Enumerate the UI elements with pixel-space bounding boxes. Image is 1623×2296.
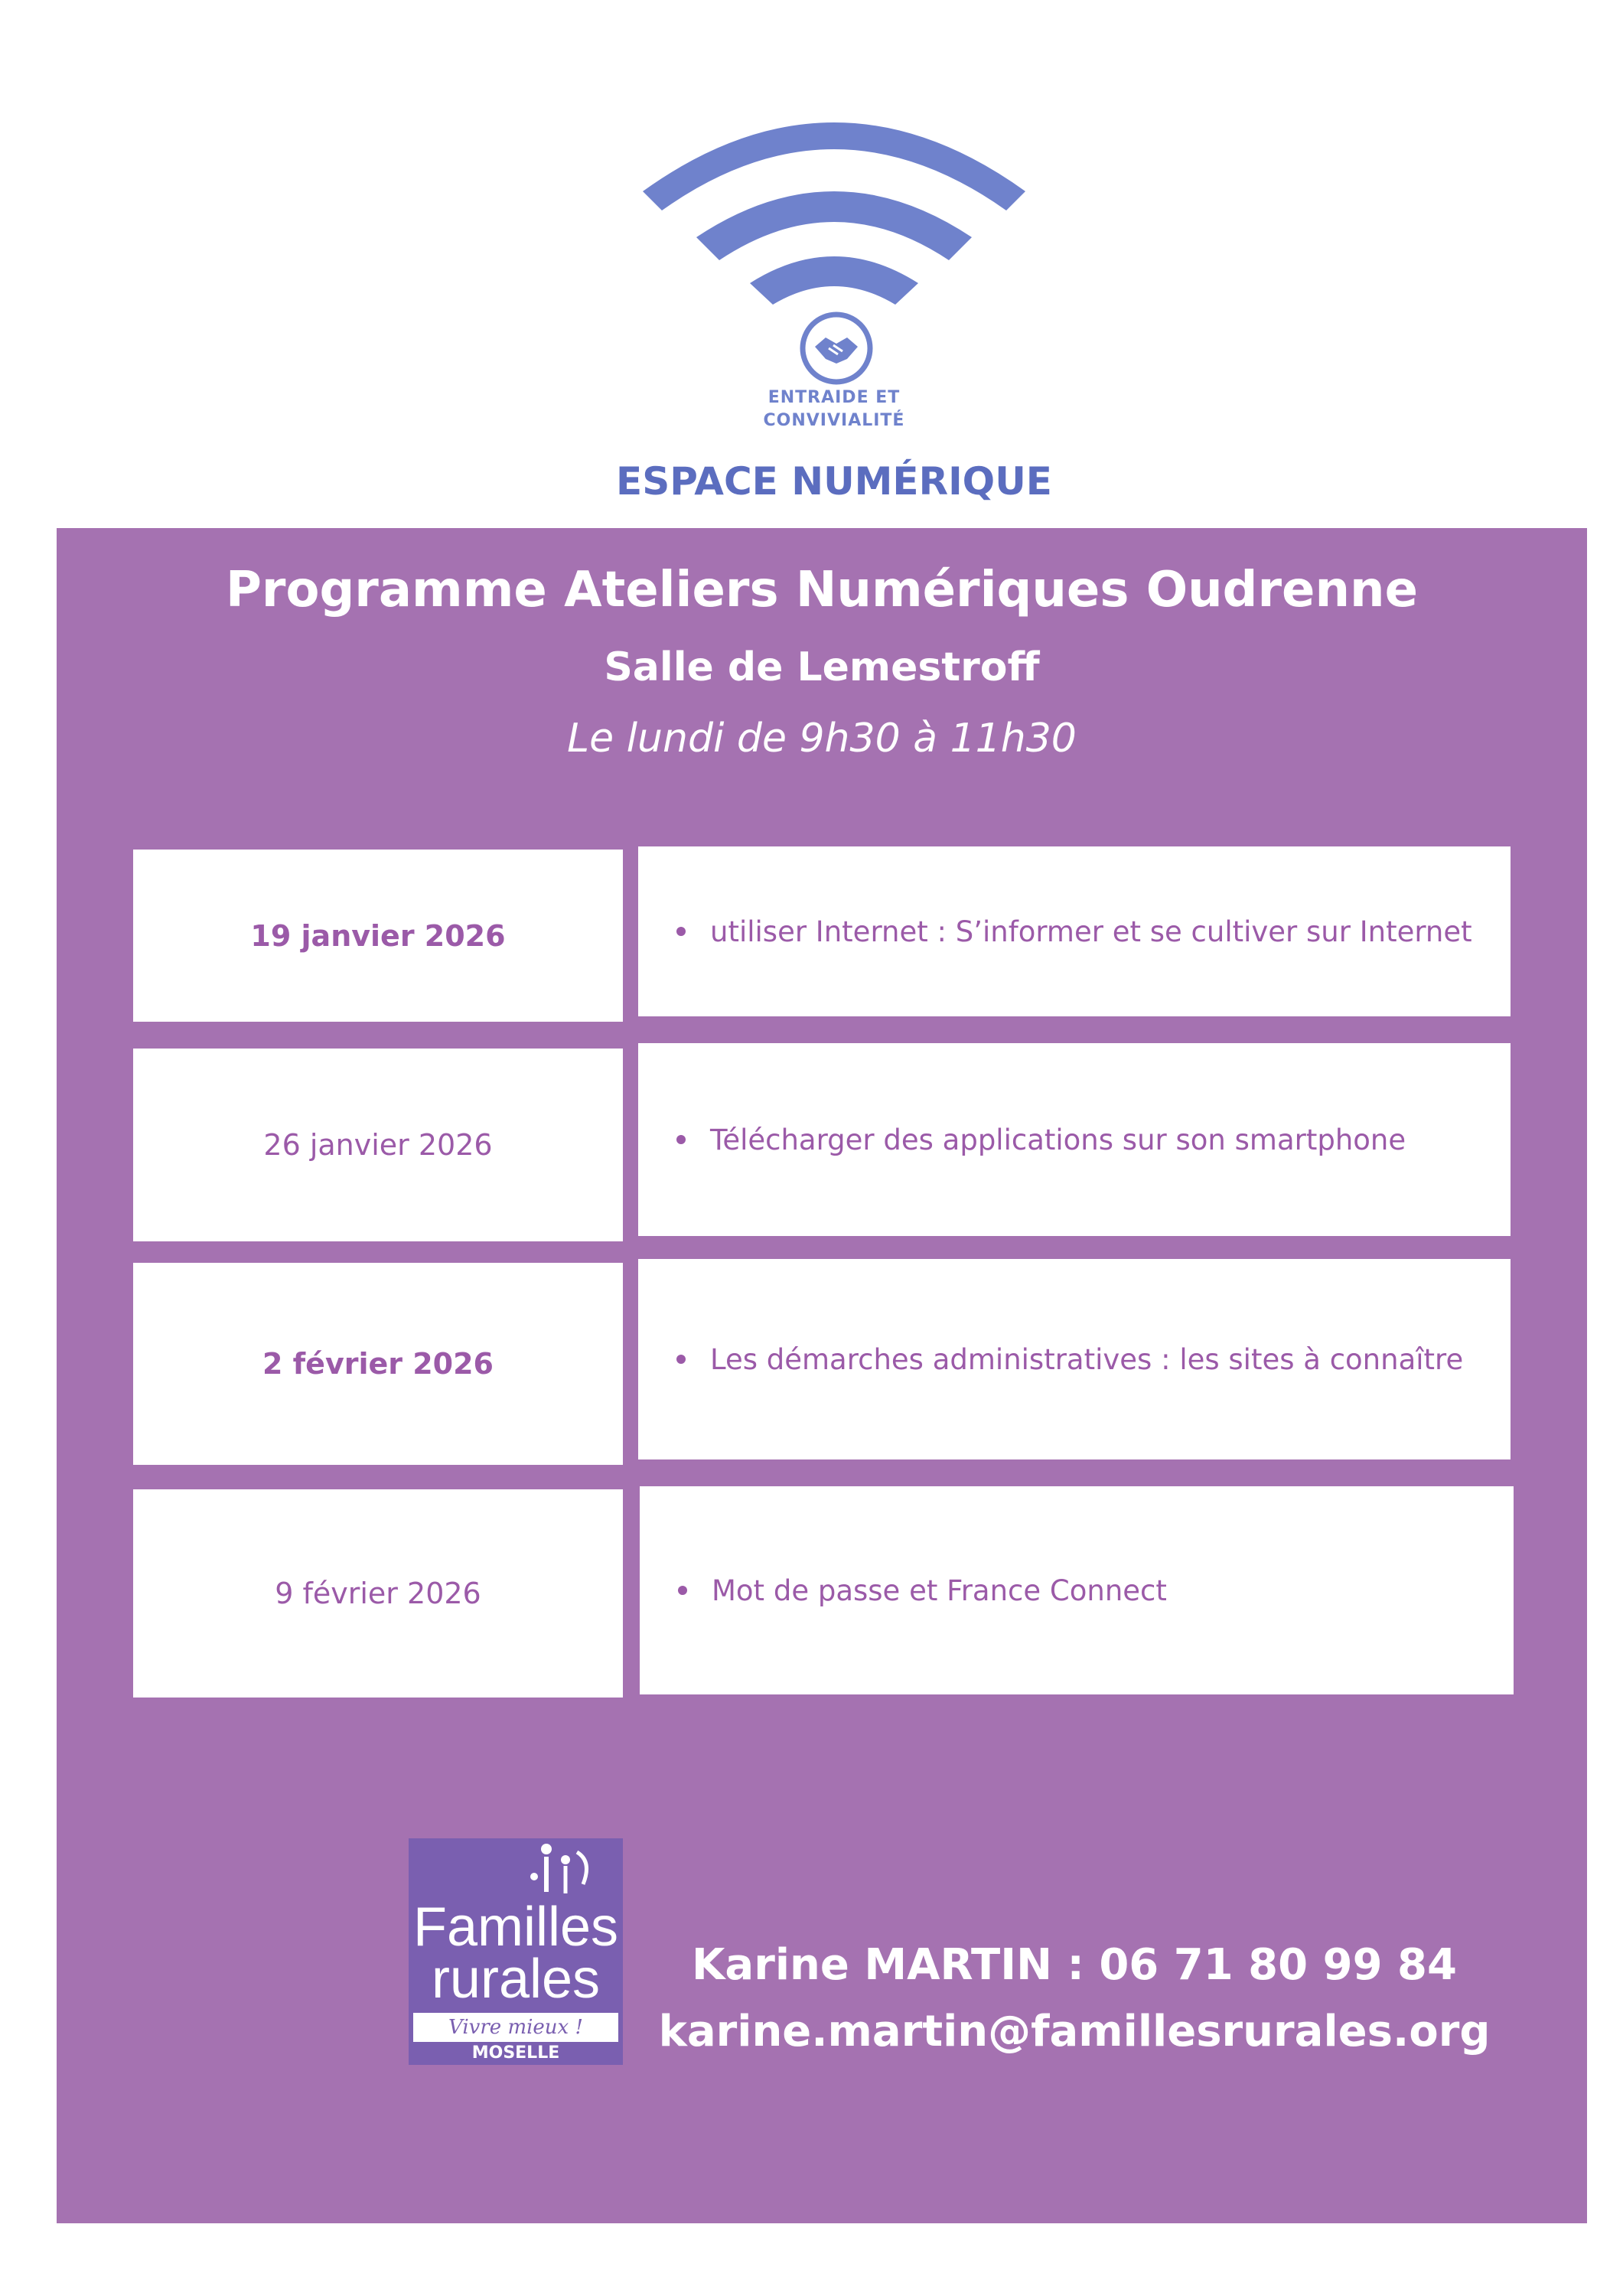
program-panel [57, 528, 1587, 2223]
contact-email[interactable]: karine.martin@famillesrurales.org [658, 2007, 1491, 2056]
session-topic-box-1 [638, 846, 1511, 1016]
bullet-icon [676, 927, 686, 936]
venue: Salle de Lemestroff [604, 644, 1040, 690]
session-topic-box-3 [638, 1259, 1511, 1459]
session-topic-1: utiliser Internet : S’informer et se cultiver sur Internet [710, 915, 1472, 948]
contact-phone: Karine MARTIN : 06 71 80 99 84 [692, 1940, 1457, 1990]
schedule: Le lundi de 9h30 à 11h30 [567, 716, 1077, 762]
session-date-2: 26 janvier 2026 [133, 1049, 623, 1241]
session-topic-2: Télécharger des applications sur son smartphone [710, 1123, 1406, 1156]
tagline-line-2: CONVIVIALITÉ [763, 411, 905, 430]
bullet-icon [678, 1586, 687, 1595]
session-date-3: 2 février 2026 [133, 1263, 623, 1465]
wifi-arc-middle [696, 191, 972, 260]
program-title: Programme Ateliers Numériques Oudrenne [226, 562, 1418, 618]
familles-rurales-logo [409, 1838, 623, 2065]
tagline [689, 386, 979, 432]
logo-word-rurales: rurales [431, 1949, 601, 2010]
session-date-4: 9 février 2026 [133, 1489, 623, 1698]
session-topic-box-2 [638, 1043, 1511, 1236]
session-topic-box-4 [640, 1486, 1514, 1694]
handshake-icon [798, 310, 875, 386]
bullet-icon [676, 1135, 686, 1144]
bullet-icon [676, 1355, 686, 1364]
wifi-icon [627, 115, 1041, 314]
session-date-1: 19 janvier 2026 [133, 850, 623, 1022]
logo-word-familles: Familles [412, 1896, 619, 1958]
session-topic-4: Mot de passe et France Connect [712, 1574, 1167, 1607]
session-topic-3: Les démarches administratives : les sites à connaître [710, 1342, 1464, 1376]
logo-region: MOSELLE [471, 2043, 560, 2063]
logo-slogan: Vivre mieux ! [413, 2013, 618, 2042]
tagline-line-1: ENTRAIDE ET [768, 388, 901, 407]
wifi-arc-inner [750, 256, 918, 305]
espace-title: ESPACE NUMÉRIQUE [616, 459, 1052, 504]
